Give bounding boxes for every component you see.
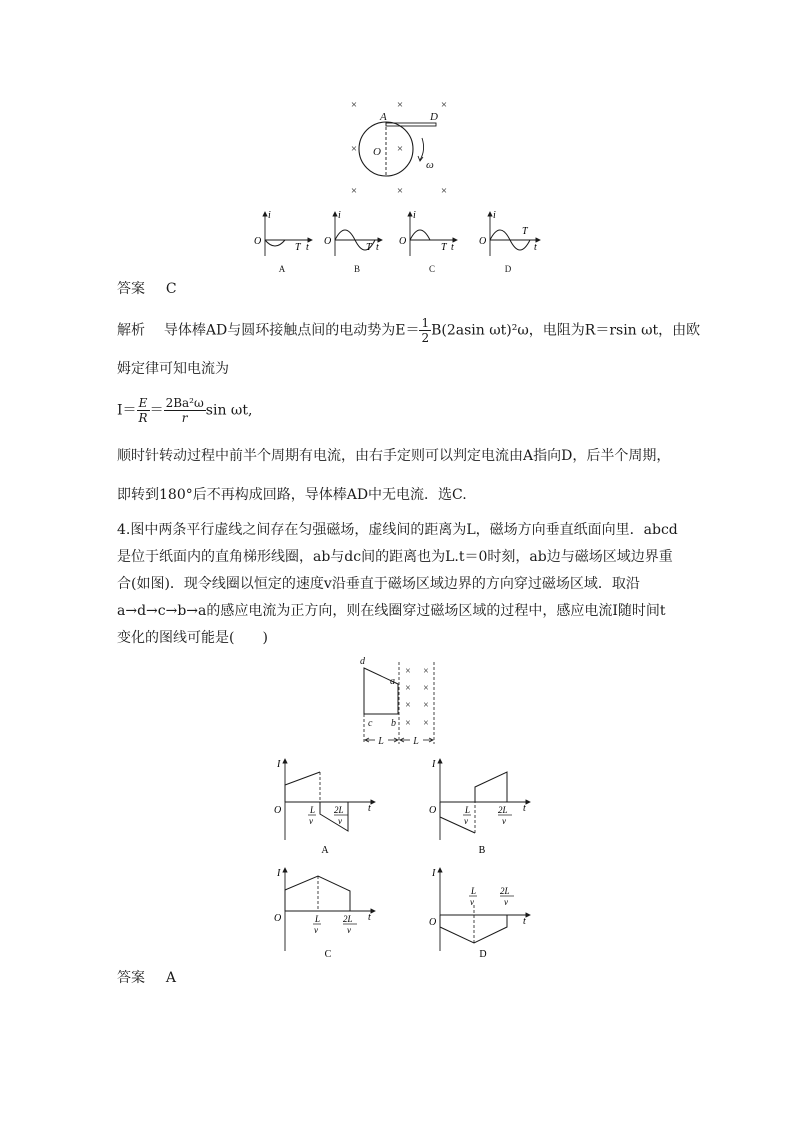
graph-q4-option-C: [274, 868, 375, 960]
question-4-line-1: 4.图中两条平行虚线之间存在匀强磁场，虚线间的距离为L，磁场方向垂直纸面向里．abcd: [117, 522, 678, 538]
rod-AD: [386, 123, 436, 126]
svg-text:T: T: [441, 242, 447, 253]
svg-text:t: t: [368, 803, 371, 814]
field-cross: ×: [350, 185, 358, 197]
svg-text:v: v: [464, 816, 468, 826]
graph-option-A: [254, 210, 312, 256]
question-4-line-2: 是位于纸面内的直角梯形线圈，ab与dc间的距离也为L.t＝0时刻，ab边与磁场区域边界重: [117, 549, 673, 565]
label-omega: ω: [426, 159, 434, 171]
omega-arrow: [420, 138, 424, 160]
answer-label: 答案: [117, 970, 145, 986]
graph-option-D: [479, 210, 540, 256]
fraction-half: $\frac{1}{2}$: [421, 316, 430, 345]
svg-text:L: L: [465, 805, 471, 815]
svg-text:×: ×: [423, 700, 429, 711]
svg-text:O: O: [274, 805, 282, 816]
svg-text:2L: 2L: [334, 805, 344, 815]
svg-text:i: i: [338, 210, 341, 221]
svg-text:×: ×: [423, 718, 429, 729]
explanation-line-2: 姆定律可知电流为: [117, 361, 229, 377]
svg-text:v: v: [504, 897, 508, 907]
svg-text:L: L: [315, 914, 321, 924]
question-4-line-5: 变化的图线可能是( ): [117, 630, 268, 646]
svg-text:L: L: [413, 736, 419, 747]
svg-text:t: t: [534, 242, 537, 253]
svg-text:T: T: [366, 242, 372, 253]
answer-label: 答案: [117, 281, 145, 297]
svg-text:I: I: [432, 759, 436, 770]
svg-text:I: I: [432, 868, 436, 879]
svg-text:×: ×: [405, 718, 411, 729]
answer-value: C: [165, 281, 177, 297]
graph-q4-option-D: [429, 868, 530, 960]
question-4-line-4: a→d→c→b→a的感应电流为正方向，则在线圈穿过磁场区域的过程中，感应电流I随时间t: [117, 603, 666, 619]
field-cross: ×: [396, 185, 404, 197]
figure-rotating-rod: [330, 92, 470, 202]
svg-text:t: t: [368, 912, 371, 923]
svg-text:2L: 2L: [500, 886, 510, 896]
svg-text:L: L: [471, 886, 477, 896]
svg-text:×: ×: [405, 666, 411, 677]
svg-text:T: T: [522, 226, 528, 237]
field-cross: ×: [350, 143, 358, 155]
svg-text:v: v: [347, 925, 351, 935]
svg-text:A: A: [321, 845, 329, 856]
field-cross: ×: [440, 185, 448, 197]
svg-text:L: L: [310, 805, 316, 815]
answer-value: A: [165, 970, 177, 986]
svg-text:t: t: [523, 803, 526, 814]
graph-q4-option-A: [274, 759, 375, 856]
svg-text:L: L: [378, 736, 384, 747]
graph-q4-option-B: [429, 759, 530, 856]
svg-text:i: i: [268, 210, 271, 221]
svg-text:t: t: [523, 916, 526, 927]
svg-text:t: t: [306, 242, 309, 253]
svg-text:2L: 2L: [498, 805, 508, 815]
graph-option-B: [324, 210, 382, 256]
svg-text:t: t: [376, 242, 379, 253]
svg-text:×: ×: [405, 700, 411, 711]
svg-text:i: i: [413, 210, 416, 221]
svg-text:v: v: [502, 816, 506, 826]
label-O: O: [373, 146, 381, 158]
figure-trapezoid-coil: [350, 652, 450, 752]
svg-text:B: B: [478, 845, 486, 856]
svg-text:O: O: [399, 236, 407, 247]
current-formula: I＝ $\frac{E}{R}$ ＝ $\frac{\text{2Ba²ω}}{r}$ sin ωt,: [117, 396, 253, 425]
label-c: c: [368, 718, 373, 729]
svg-text:O: O: [429, 805, 437, 816]
svg-text:O: O: [324, 236, 332, 247]
svg-text:T: T: [295, 242, 301, 253]
explanation-line-4: 顺时针转动过程中前半个周期有电流，由右手定则可以判定电流由A指向D，后半个周期，: [117, 448, 671, 464]
svg-text:i: i: [493, 210, 496, 221]
svg-text:t: t: [451, 242, 454, 253]
svg-text:v: v: [338, 816, 342, 826]
field-cross: ×: [396, 143, 404, 155]
answer-4: [117, 969, 176, 987]
field-cross: ×: [440, 99, 448, 111]
label-b: b: [391, 718, 396, 729]
label-a: a: [390, 676, 395, 687]
svg-text:I: I: [277, 759, 281, 770]
svg-text:O: O: [429, 917, 437, 928]
explanation-line-5: 即转到180°后不再构成回路，导体棒AD中无电流．选C.: [117, 487, 467, 503]
explanation-line-1: 解析 导体棒AD与圆环接触点间的电动势为E＝ $\frac{1}{2}$ B(2asin ωt)²ω，电阻为R＝rsin ωt，由欧: [117, 316, 701, 345]
option-label-A: A: [278, 264, 286, 274]
label-d: d: [360, 656, 365, 667]
trapezoid-coil: [364, 668, 398, 714]
svg-text:C: C: [324, 949, 332, 960]
svg-text:O: O: [479, 236, 487, 247]
label-A: A: [380, 111, 387, 123]
question-4-option-graphs: [250, 755, 550, 965]
svg-text:×: ×: [405, 683, 411, 694]
option-label-B: B: [353, 264, 361, 274]
option-label-D: D: [504, 264, 512, 274]
svg-text:v: v: [309, 816, 313, 826]
svg-text:O: O: [274, 913, 282, 924]
svg-text:2L: 2L: [343, 914, 353, 924]
svg-text:O: O: [254, 236, 262, 247]
svg-text:v: v: [470, 897, 474, 907]
label-D: D: [430, 111, 438, 123]
svg-text:I: I: [277, 868, 281, 879]
explanation-label: 解析: [117, 322, 145, 339]
option-label-C: C: [428, 264, 436, 274]
field-cross: ×: [396, 99, 404, 111]
svg-text:×: ×: [423, 683, 429, 694]
svg-text:×: ×: [423, 666, 429, 677]
svg-text:v: v: [314, 925, 318, 935]
graph-option-C: [399, 210, 457, 256]
figure-options-graphs: [250, 208, 550, 278]
question-4-line-3: 合(如图)．现令线圈以恒定的速度v沿垂直于磁场区域边界的方向穿过磁场区域．取沿: [117, 576, 640, 592]
answer-1: [117, 280, 177, 298]
svg-text:D: D: [479, 949, 487, 960]
field-cross: ×: [350, 99, 358, 111]
